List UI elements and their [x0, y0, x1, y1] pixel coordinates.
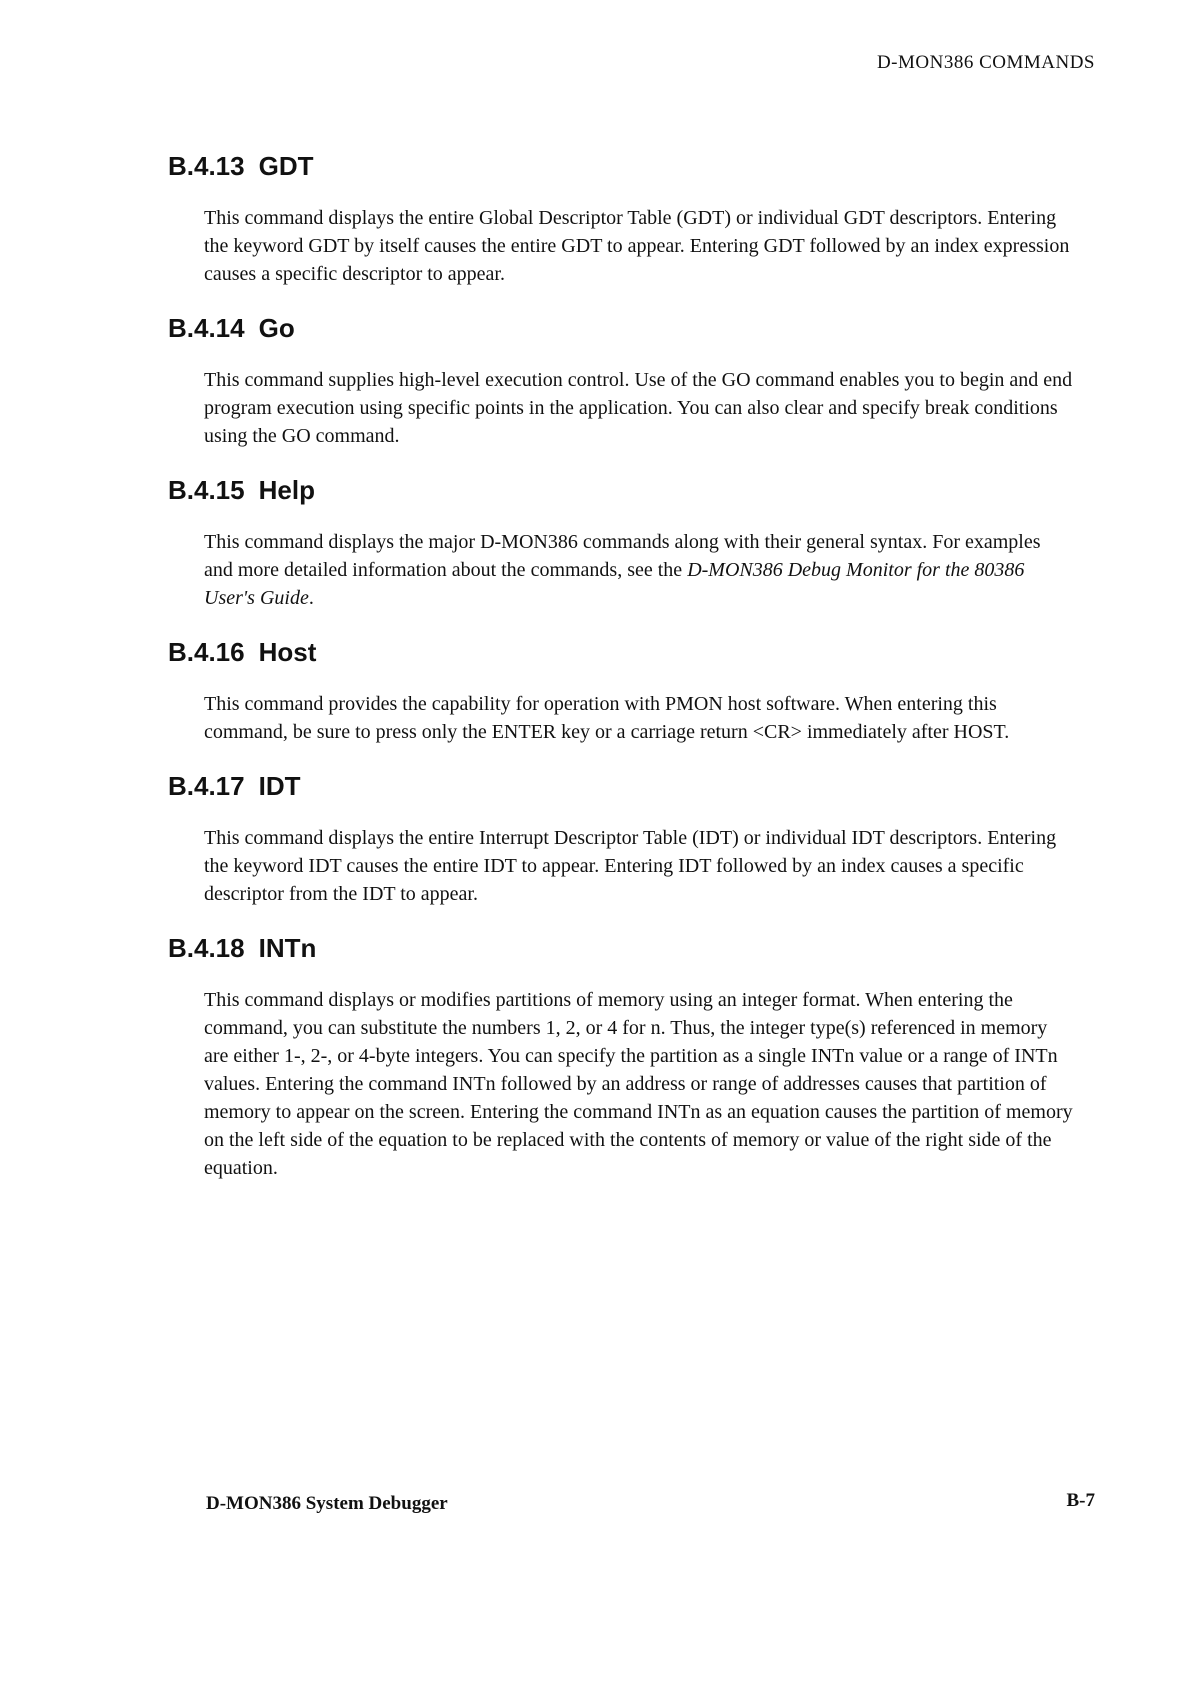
section-idt: [168, 770, 1088, 908]
section-body: This command displays the entire Global Descriptor Table (GDT) or individual GDT descriptors. Entering the keyword GDT by itself causes the entire GDT to appear. Entering GDT followed by an index expression causes a specific descriptor to appear.: [204, 207, 1070, 285]
footer-book-title: D-MON386 System Debugger: [206, 1493, 448, 1514]
section-number: B.4.14: [168, 313, 245, 343]
section-host: [168, 636, 1088, 746]
section-number: B.4.15: [168, 475, 245, 505]
section-gdt: [168, 150, 1088, 288]
section-intn: [168, 932, 1088, 1182]
section-heading: [168, 932, 1088, 964]
section-body: This command provides the capability for operation with PMON host software. When entering this command, be sure to press only the ENTER key or a carriage return <CR> immediately after HOST.: [204, 693, 1010, 743]
section-heading: [168, 636, 1088, 668]
section-heading: [168, 474, 1088, 506]
running-header: D-MON386 COMMANDS: [876, 52, 1095, 73]
section-title: Host: [258, 637, 317, 667]
section-number: B.4.17: [168, 771, 245, 801]
body-text-end: .: [308, 587, 314, 609]
section-body: This command displays or modifies partitions of memory using an integer format. When entering the command, you can substitute the numbers 1, 2, or 4 for n. Thus, the integer type(s) referenced in memory are either 1-, 2-, or 4-byte integers. You can specify the partition as a single INTn value or a range of INTn values. Entering the command INTn followed by an address or range of addresses causes that partition of memory to appear on the screen. Entering the command INTn as an equation causes the partition of memory on the left side of the equation to be replaced with the contents of memory or value of the right side of the equation.: [204, 989, 1073, 1179]
section-heading: [168, 770, 1088, 802]
section-title: Go: [258, 313, 295, 343]
section-heading: [168, 312, 1088, 344]
section-title: GDT: [258, 151, 314, 181]
section-heading: [168, 150, 1088, 182]
footer-page-number: B-7: [1066, 1490, 1095, 1511]
section-title: Help: [258, 475, 315, 505]
body-text: This command displays the major D-MON386 commands along with their general syntax. For examples and more detailed information about the commands, see the: [204, 531, 1041, 581]
section-body: [204, 528, 1074, 612]
book-reference: D-MON386 Debug Monitor for the 80386 User's Guide: [204, 559, 1025, 609]
section-number: B.4.16: [168, 637, 245, 667]
section-number: B.4.13: [168, 151, 245, 181]
section-go: [168, 312, 1088, 450]
section-body: This command displays the entire Interrupt Descriptor Table (IDT) or individual IDT descriptors. Entering the keyword IDT causes the entire IDT to appear. Entering IDT followed by an index causes a specific descriptor from the IDT to appear.: [204, 827, 1057, 905]
section-number: B.4.18: [168, 933, 245, 963]
section-title: INTn: [258, 933, 317, 963]
section-help: [168, 474, 1088, 612]
section-body: This command supplies high-level execution control. Use of the GO command enables you to begin and end program execution using specific points in the application. You can also clear and specify break conditions using the GO command.: [204, 369, 1073, 447]
page-content: [168, 150, 1088, 1206]
section-title: IDT: [258, 771, 301, 801]
